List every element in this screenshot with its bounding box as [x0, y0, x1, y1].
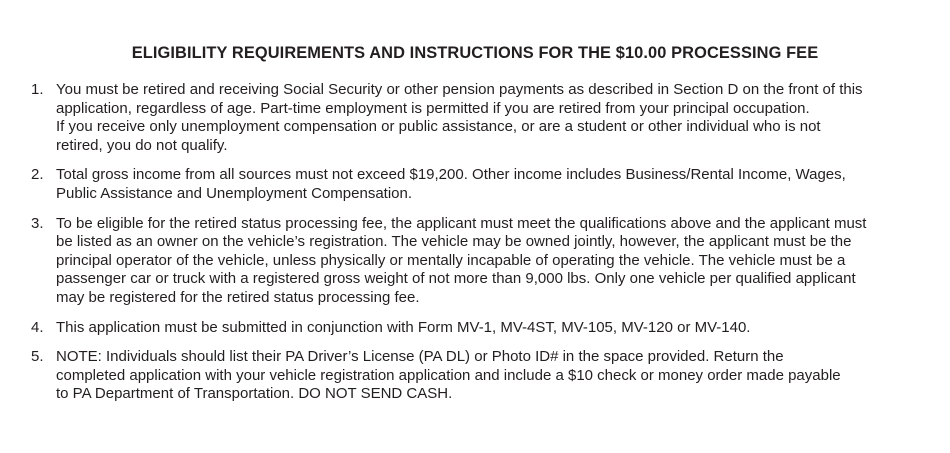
item-text-line: Total gross income from all sources must not exceed $19,200. Other income includes Business/Rental Income, Wages, [56, 166, 846, 184]
item-number: 4. [31, 318, 44, 336]
item-number: 3. [31, 214, 44, 232]
item-text-line: If you receive only unemployment compensation or public assistance, or are a student or other individual who is not [56, 118, 821, 136]
item-text-line: To be eligible for the retired status processing fee, the applicant must meet the qualifications above and the applicant must [56, 214, 867, 232]
list-item [0, 215, 950, 308]
list-item [0, 166, 950, 203]
item-text-line: You must be retired and receiving Social Security or other pension payments as described in Section D on the front of this [56, 81, 863, 98]
item-text-line: to PA Department of Transportation. DO NOT SEND CASH. [56, 385, 453, 403]
list-item [0, 319, 950, 338]
item-text-line: principal operator of the vehicle, unless physically or mentally incapable of operating the vehicle. The vehicle must be a [56, 251, 846, 269]
item-text-line: This application must be submitted in conjunction with Form MV-1, MV-4ST, MV-105, MV-120 or MV-140. [56, 318, 751, 336]
item-text-line: NOTE: Individuals should list their PA Driver’s License (PA DL) or Photo ID# in the space provided. Return the [56, 348, 784, 366]
item-number: 5. [31, 348, 44, 366]
item-number: 2. [31, 166, 44, 184]
item-text-line: passenger car or truck with a registered gross weight of not more than 9,000 lbs. Only one vehicle per qualified applicant [56, 270, 856, 288]
document-title: ELIGIBILITY REQUIREMENTS AND INSTRUCTIONS FOR THE $10.00 PROCESSING FEE [131, 44, 819, 62]
item-text-line: Public Assistance and Unemployment Compensation. [56, 184, 413, 202]
list-item [0, 348, 950, 404]
item-text-line: application, regardless of age. Part-time employment is permitted if you are retired from your principal occupation. [56, 99, 810, 117]
requirements-list [0, 81, 950, 415]
item-text-line: retired, you do not qualify. [56, 136, 228, 154]
item-text-line: may be registered for the retired status processing fee. [56, 288, 420, 306]
item-text-line: be listed as an owner on the vehicle’s registration. The vehicle may be owned jointly, however, the applicant must be the [56, 233, 852, 251]
item-text-line: completed application with your vehicle registration application and include a $10 check or money order made payable [56, 366, 841, 384]
item-number: 1. [31, 81, 44, 98]
list-item [0, 81, 950, 155]
